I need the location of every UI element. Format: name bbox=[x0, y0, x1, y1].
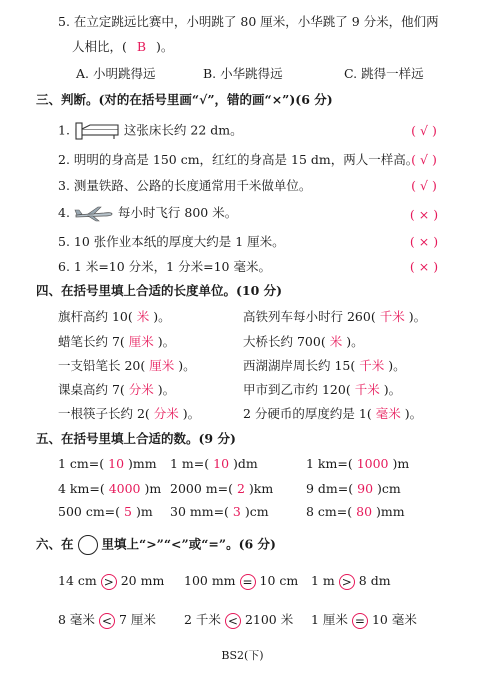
convert-item bbox=[58, 504, 153, 520]
convert-item bbox=[170, 456, 258, 472]
unit-answer: 厘米 bbox=[149, 358, 175, 373]
convert-unit: )dm bbox=[233, 456, 258, 471]
unit-item-left-3 bbox=[58, 358, 196, 374]
judge-item-4-mark: ( × ) bbox=[409, 207, 439, 222]
compare-left: 1 m bbox=[311, 573, 335, 588]
convert-stem: 8 cm=( bbox=[306, 504, 353, 519]
q5-line1: 5. 在立定跳远比赛中，小明跳了 80 厘米，小华跳了 9 分米，他们两 bbox=[58, 14, 439, 29]
unit-item-stem: 课桌高约 7( bbox=[58, 382, 125, 397]
unit-item-stem-end: )。 bbox=[383, 382, 402, 397]
compare-right: 7 厘米 bbox=[118, 612, 156, 627]
judge-item-1-mark: ( √ ) bbox=[411, 123, 437, 138]
q5-stem: 人相比，( bbox=[72, 39, 127, 54]
convert-item bbox=[306, 481, 401, 497]
section6-title-a: 六、在 bbox=[36, 536, 74, 552]
convert-answer: 1000 bbox=[356, 456, 389, 471]
convert-item bbox=[58, 456, 157, 472]
convert-stem: 500 cm=( bbox=[58, 504, 121, 519]
bed-icon bbox=[74, 121, 120, 141]
unit-answer: 米 bbox=[329, 334, 343, 349]
compare-sign: = bbox=[240, 574, 256, 590]
airplane-icon bbox=[74, 206, 114, 222]
convert-item bbox=[170, 481, 273, 497]
convert-unit: )m bbox=[392, 456, 410, 471]
judge-item-6: 6. 1 米=10 分米，1 分米=10 毫米。 bbox=[58, 259, 271, 274]
unit-answer: 千米 bbox=[379, 309, 405, 324]
compare-sign: < bbox=[225, 613, 241, 629]
unit-answer: 毫米 bbox=[375, 406, 401, 421]
compare-item bbox=[184, 573, 298, 590]
unit-item-stem: 大桥长约 700( bbox=[243, 334, 326, 349]
q5-stem-end: )。 bbox=[156, 39, 174, 54]
judge-item-4-text: 每小时飞行 800 米。 bbox=[117, 205, 238, 220]
page-number: BS2(下) bbox=[221, 649, 264, 662]
compare-item bbox=[311, 573, 391, 590]
compare-left: 100 mm bbox=[184, 573, 236, 588]
judge-item-6-mark: ( × ) bbox=[409, 259, 439, 274]
unit-item-stem: 甲市到乙市约 120( bbox=[243, 382, 351, 397]
convert-unit: )km bbox=[248, 481, 274, 496]
judge-item-2-mark: ( √ ) bbox=[411, 152, 437, 167]
unit-item-stem-end: )。 bbox=[178, 358, 196, 373]
compare-left: 14 cm bbox=[58, 573, 97, 588]
unit-answer: 厘米 bbox=[128, 334, 154, 349]
judge-item-1-text: 这张床长约 22 dm。 bbox=[123, 122, 243, 138]
unit-item-right-3 bbox=[243, 358, 406, 374]
q5-option-b: B. 小华跳得远 bbox=[203, 66, 283, 81]
convert-answer: 2 bbox=[236, 481, 245, 496]
judge-item-5: 5. 10 张作业本纸的厚度大约是 1 厘米。 bbox=[58, 234, 285, 249]
unit-item-stem: 旗杆高约 10( bbox=[58, 309, 133, 324]
convert-item bbox=[170, 504, 269, 520]
compare-item bbox=[58, 612, 156, 629]
compare-right: 20 mm bbox=[120, 573, 165, 588]
compare-item bbox=[311, 612, 417, 629]
compare-left: 8 毫米 bbox=[58, 612, 95, 627]
section6-title-b: 里填上“>”“<”或“=”。(6 分) bbox=[101, 536, 276, 552]
unit-item-stem: 高铁列车每小时行 260( bbox=[243, 309, 376, 324]
section6-title bbox=[36, 535, 276, 555]
unit-item-right-2 bbox=[243, 334, 364, 350]
q5-option-c: C. 跳得一样远 bbox=[344, 66, 424, 81]
judge-item-1-num: 1. bbox=[58, 122, 70, 138]
unit-item-right-5 bbox=[243, 406, 422, 422]
judge-item-4-num: 4. bbox=[58, 205, 70, 220]
convert-unit: )m bbox=[135, 504, 153, 519]
unit-item-stem-end: )。 bbox=[408, 309, 427, 324]
unit-item-stem-end: )。 bbox=[388, 358, 406, 373]
unit-item-right-1 bbox=[243, 309, 426, 325]
compare-left: 1 厘米 bbox=[311, 612, 348, 627]
q5-line2 bbox=[72, 39, 173, 55]
unit-item-stem: 西湖湖岸周长约 15( bbox=[243, 358, 356, 373]
compare-right: 10 cm bbox=[259, 573, 299, 588]
compare-item bbox=[58, 573, 164, 590]
convert-unit: )mm bbox=[376, 504, 405, 519]
unit-answer: 米 bbox=[136, 309, 150, 324]
compare-left: 2 千米 bbox=[184, 612, 221, 627]
unit-item-stem: 蜡笔长约 7( bbox=[58, 334, 125, 349]
compare-sign: > bbox=[339, 574, 355, 590]
section4-title: 四、在括号里填上合适的长度单位。(10 分) bbox=[36, 283, 283, 298]
convert-answer: 10 bbox=[108, 456, 125, 471]
compare-sign: > bbox=[101, 574, 117, 590]
convert-stem: 1 m=( bbox=[170, 456, 210, 471]
compare-right: 10 毫米 bbox=[371, 612, 417, 627]
unit-item-stem-end: )。 bbox=[157, 334, 176, 349]
judge-item-3: 3. 测量铁路、公路的长度通常用千米做单位。 bbox=[58, 178, 312, 193]
unit-item-stem: 2 分硬币的厚度约是 1( bbox=[243, 406, 372, 421]
unit-item-stem-end: )。 bbox=[157, 382, 176, 397]
unit-item-left-5 bbox=[58, 406, 200, 422]
compare-sign: < bbox=[99, 613, 115, 629]
section3-title: 三、判断。(对的在括号里画“√”，错的画“×”)(6 分) bbox=[36, 92, 333, 107]
q5-answer: B bbox=[136, 39, 147, 54]
unit-item-stem: 一根筷子长约 2( bbox=[58, 406, 150, 421]
compare-right: 8 dm bbox=[358, 573, 391, 588]
convert-stem: 1 km=( bbox=[306, 456, 353, 471]
unit-item-stem-end: )。 bbox=[346, 334, 364, 349]
judge-item-4 bbox=[58, 205, 237, 222]
convert-answer: 4000 bbox=[108, 481, 141, 496]
convert-unit: )cm bbox=[244, 504, 269, 519]
convert-stem: 4 km=( bbox=[58, 481, 105, 496]
convert-answer: 10 bbox=[213, 456, 230, 471]
convert-item bbox=[306, 504, 405, 520]
unit-answer: 千米 bbox=[359, 358, 385, 373]
convert-answer: 90 bbox=[357, 481, 374, 496]
judge-item-2: 2. 明明的身高是 150 cm，红红的身高是 15 dm，两人一样高。 bbox=[58, 152, 419, 167]
compare-item bbox=[184, 612, 293, 629]
convert-unit: )m bbox=[144, 481, 162, 496]
unit-item-left-1 bbox=[58, 309, 171, 325]
section5-title: 五、在括号里填上合适的数。(9 分) bbox=[36, 431, 236, 446]
unit-answer: 分米 bbox=[153, 406, 179, 421]
unit-item-left-4 bbox=[58, 382, 175, 398]
convert-item bbox=[306, 456, 409, 472]
convert-item bbox=[58, 481, 161, 497]
unit-answer: 千米 bbox=[354, 382, 380, 397]
unit-item-stem: 一支铅笔长 20( bbox=[58, 358, 146, 373]
convert-stem: 2000 m=( bbox=[170, 481, 233, 496]
compare-right: 2100 米 bbox=[244, 612, 294, 627]
unit-item-stem-end: )。 bbox=[404, 406, 423, 421]
convert-answer: 3 bbox=[232, 504, 241, 519]
unit-item-stem-end: )。 bbox=[153, 309, 171, 324]
convert-stem: 9 dm=( bbox=[306, 481, 354, 496]
blank-circle-icon bbox=[78, 535, 98, 555]
convert-stem: 30 mm=( bbox=[170, 504, 229, 519]
convert-answer: 80 bbox=[356, 504, 373, 519]
unit-item-right-4 bbox=[243, 382, 401, 398]
convert-unit: )cm bbox=[377, 481, 401, 496]
compare-sign: = bbox=[352, 613, 368, 629]
unit-item-left-2 bbox=[58, 334, 175, 350]
convert-answer: 5 bbox=[124, 504, 132, 519]
q5-option-a: A. 小明跳得远 bbox=[76, 66, 156, 81]
convert-stem: 1 cm=( bbox=[58, 456, 105, 471]
judge-item-1 bbox=[58, 121, 243, 141]
convert-unit: )mm bbox=[128, 456, 157, 471]
judge-item-3-mark: ( √ ) bbox=[411, 178, 437, 193]
judge-item-5-mark: ( × ) bbox=[409, 234, 439, 249]
unit-answer: 分米 bbox=[128, 382, 154, 397]
unit-item-stem-end: )。 bbox=[182, 406, 201, 421]
